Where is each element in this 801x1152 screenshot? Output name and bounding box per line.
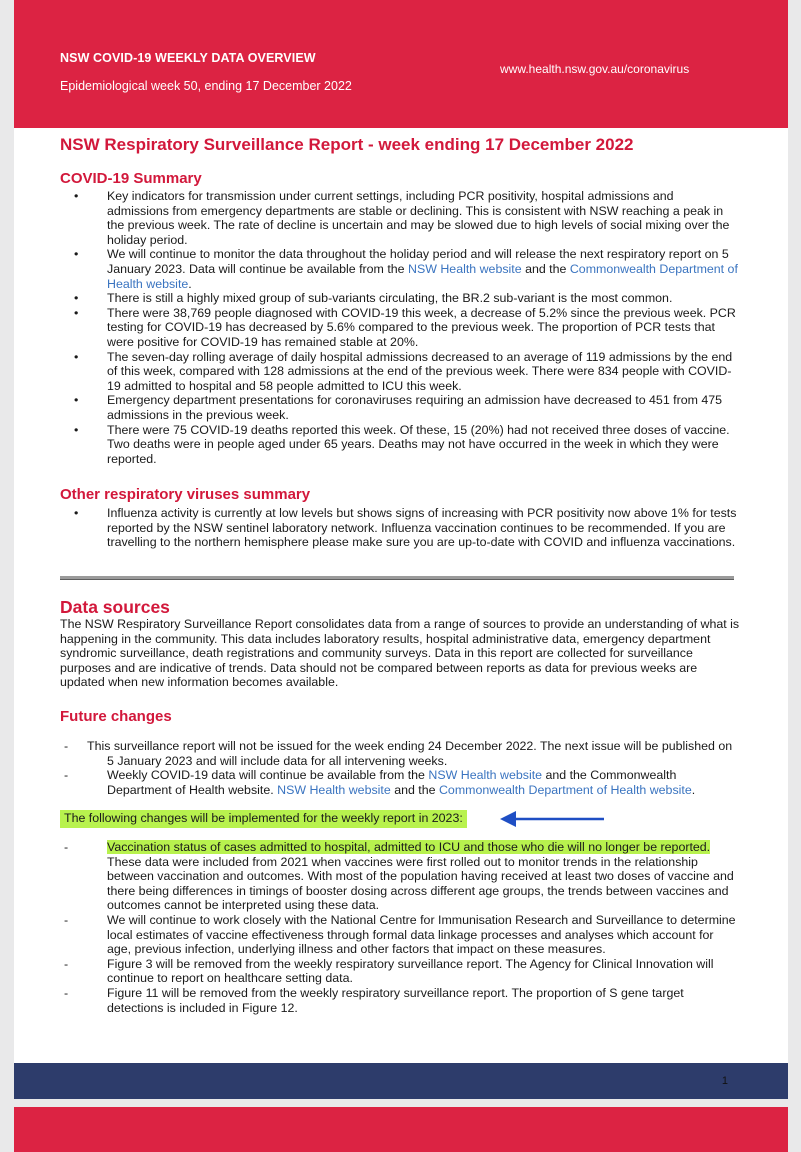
dash: - <box>64 739 69 753</box>
next-page-header <box>14 1107 788 1152</box>
list-item: - We will continue to work closely with the National Centre for Immunisation Research and Surveillance to determine local estimates of vaccine effectiveness through formal data linkage processes and analyses which account for age, previous infection, underlying illness and other factors that impact on these measures. <box>64 912 736 957</box>
bullet: • <box>74 291 79 306</box>
dash: - <box>64 956 69 971</box>
list-item: - Vaccination status of cases admitted to hospital, admitted to ICU and those who die will no longer be reported. These data were included from 2021 when vaccines were first rolled out to monitor trends in the relationship between vaccination and outcomes. With most of the population having received at least two doses of vaccine and there being differences in timings of booster dosing across different age groups, the trends between vaccines and outcomes cannot be interpreted using these data. <box>64 840 734 913</box>
covid-summary-list <box>60 189 738 466</box>
list-item: - This surveillance report will not be issued for the week ending 24 December 2022. The next issue will be published on 5 January 2023 and will include data for all intervening weeks. <box>64 739 733 768</box>
list-item: - Figure 3 will be removed from the weekly respiratory surveillance report. The Agency for Clinical Innovation will continue to report on healthcare setting data. <box>64 956 714 986</box>
covid-summary-heading: COVID-19 Summary <box>60 170 202 187</box>
list-item: - Weekly COVID-19 data will continue be available from the NSW Health website and the Commonwealth Department of Health website. NSW Health website and the Commonwealth Department of Health website. <box>64 768 696 797</box>
document-page <box>14 0 788 1152</box>
highlighted-text: Vaccination status of cases admitted to hospital, admitted to ICU and those who die will no longer be reported. <box>107 840 711 854</box>
data-sources-heading: Data sources <box>60 597 170 617</box>
list-item: • There is still a highly mixed group of sub-variants circulating, the BR.2 sub-variant is the most common. <box>74 291 673 306</box>
section-divider <box>60 576 734 580</box>
list-item: • There were 38,769 people diagnosed with COVID-19 this week, a decrease of 5.2% since the previous week. PCR testing for COVID-19 has decreased by 5.6% compared to the previous week. The proportion of PCR tests that were positive for COVID-19 has remained stable at 20%. <box>74 305 736 349</box>
arrow-left-icon <box>498 808 608 830</box>
header-subtitle: Epidemiological week 50, ending 17 December 2022 <box>60 79 352 93</box>
nsw-health-link[interactable]: NSW Health website <box>408 261 522 276</box>
future-changes-list <box>60 739 738 797</box>
page-number: 1 <box>721 1075 728 1087</box>
other-viruses-heading: Other respiratory viruses summary <box>60 486 311 503</box>
bullet: • <box>74 506 79 520</box>
dash: - <box>64 840 69 854</box>
dash: - <box>64 912 69 927</box>
commonwealth-health-link[interactable]: Commonwealth Department of Health website <box>107 261 738 291</box>
header-url[interactable]: www.health.nsw.gov.au/coronavirus <box>500 62 690 76</box>
list-item: • The seven-day rolling average of daily hospital admissions decreased to an average of 119 admissions by the end of this week, compared with 128 admissions at the end of the previous week. There were 834 people with COVID-19 admitted to hospital and 58 people admitted to ICU this week. <box>74 349 733 393</box>
bullet: • <box>74 422 79 437</box>
bullet: • <box>74 349 79 364</box>
dash: - <box>64 985 69 1000</box>
list-item: - Figure 11 will be removed from the weekly respiratory surveillance report. The proportion of S gene target detections is included in Figure 12. <box>64 985 684 1015</box>
page-gap <box>0 1099 801 1107</box>
list-item: • We will continue to monitor the data throughout the holiday period and will release the next respiratory report on 5 January 2023. Data will continue be available from the NSW Health website and the Commonwealth Department of Health website. <box>74 247 738 291</box>
footer-band <box>14 1063 788 1099</box>
nsw-health-link[interactable]: NSW Health website <box>277 782 391 797</box>
nsw-health-link[interactable]: NSW Health website <box>428 768 543 783</box>
bullet: • <box>74 247 79 262</box>
other-viruses-list <box>60 506 738 550</box>
changes-2023-list <box>60 840 738 1015</box>
commonwealth-health-link[interactable]: Commonwealth Department of Health website <box>438 782 692 797</box>
bullet: • <box>74 393 79 408</box>
list-item: • There were 75 COVID-19 deaths reported this week. Of these, 15 (20%) had not received three doses of vaccine. Two deaths were in people aged under 65 years. Deaths may not have occurred in the week in which they were reported. <box>74 422 730 466</box>
future-changes-heading: Future changes <box>60 708 172 725</box>
header-title: NSW COVID-19 WEEKLY DATA OVERVIEW <box>60 51 316 65</box>
bullet: • <box>74 189 79 203</box>
bullet: • <box>74 305 79 320</box>
dash: - <box>64 768 69 783</box>
list-item: • Emergency department presentations for coronaviruses requiring an admission have decreased to 451 from 475 admissions in the previous week. <box>74 393 723 422</box>
list-item: • Influenza activity is currently at low levels but shows signs of increasing with PCR positivity now above 1% for tests reported by the NSW sentinel laboratory network. Influenza vaccination continues to be recommended. If you are travelling to the northern hemisphere please make sure you are up-to-date with COVID and influenza vaccinations. <box>74 506 737 550</box>
header-banner <box>14 0 788 128</box>
report-title: NSW Respiratory Surveillance Report - week ending 17 December 2022 <box>60 135 634 154</box>
data-sources-text: The NSW Respiratory Surveillance Report consolidates data from a range of sources to provide an understanding of what is happening in the community. This data includes laboratory results, hospital administrative data, emergency department syndromic surveillance, death registrations and community surveys. Data in this report are collected for surveillance purposes and are indicative of trends. Data should not be compared between reports as data for previous weeks are updated when new information becomes available. <box>60 617 740 690</box>
highlighted-announcement: The following changes will be implemented for the weekly report in 2023: <box>60 810 467 828</box>
list-item: • Key indicators for transmission under current settings, including PCR positivity, hospital admissions and admissions from emergency departments are stable or declining. This is consistent with NSW reaching a peak in the previous week. The rate of decline is uncertain and may be slowed due to high levels of social mixing over the holiday period. <box>74 189 730 247</box>
